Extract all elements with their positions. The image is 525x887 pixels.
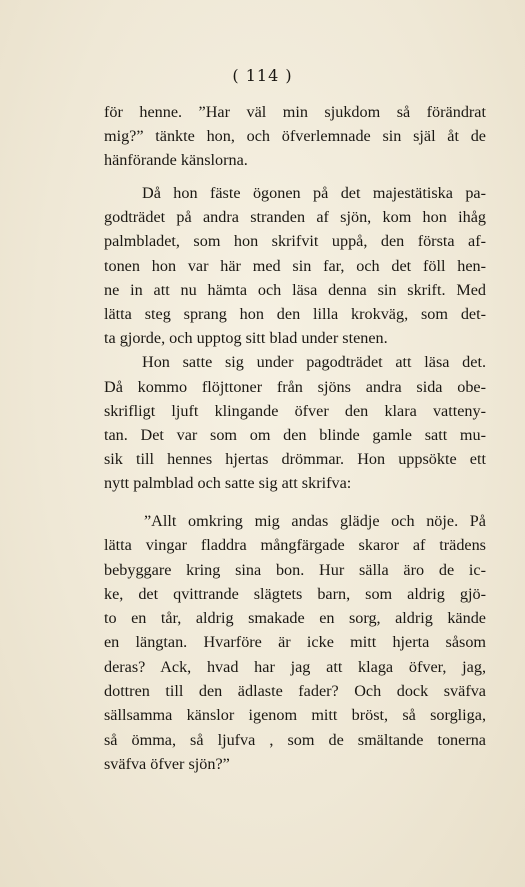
text-line: hänförande känslorna.: [104, 151, 248, 170]
text-line: nytt palmblad och satte sig att skrifva:: [104, 474, 352, 493]
text-line: sällsamma känslor igenom mitt bröst, så sorgliga,: [104, 706, 486, 725]
text-line: lätta vingar fladdra mångfärgade skaror af trädens: [104, 536, 486, 555]
text-line: ke, det qvittrande slägtets barn, som aldrig gjö-: [104, 584, 486, 603]
quoted-passage: [104, 509, 486, 776]
text-line: ta gjorde, och upptog sitt blad under stenen.: [104, 329, 388, 348]
text-line: sväfva öfver sjön?”: [104, 754, 230, 773]
text-line: palmbladet, som hon skrifvit uppå, den första af-: [104, 232, 486, 251]
text-line: Då kommo flöjttoner från sjöns andra sida obe-: [104, 377, 486, 396]
page-number: ( 114 ): [232, 66, 293, 85]
paragraph-group: [104, 181, 486, 495]
text-line: för henne. ”Har väl min sjukdom så förändrat: [104, 103, 486, 121]
text-line: en längtan. Hvarföre är icke mitt hjerta såsom: [104, 633, 486, 652]
text-line: sik till hennes hjertas drömmar. Hon uppsökte ett: [104, 450, 486, 469]
text-line: ”Allt omkring mig andas glädje och nöje. På: [144, 512, 486, 530]
text-line: mig?” tänkte hon, och öfverlemnade sin själ åt de: [104, 127, 486, 146]
paragraph-continuation: [104, 100, 486, 173]
text-line: tonen hon var här med sin far, och det föll hen-: [104, 256, 486, 275]
text-line: bebyggare kring sina bon. Hur sälla äro de ic-: [104, 560, 486, 579]
text-line: deras? Ack, hvad har jag att klaga öfver, jag,: [104, 657, 486, 676]
text-line: Hon satte sig under pagodträdet att läsa det.: [142, 353, 486, 372]
text-line: dottren till den ädlaste fader? Och dock sväfva: [104, 682, 486, 701]
text-line: ne in att nu hämta och läsa denna sin skrift. Med: [104, 280, 486, 299]
text-line: godträdet på andra stranden af sjön, kom hon ihåg: [104, 208, 486, 227]
text-line: så ömma, så ljufva , som de smältande tonerna: [104, 730, 486, 749]
text-line: to en tår, aldrig smakade en sorg, aldrig kände: [104, 609, 486, 628]
text-line: lätta steg sprang hon den lilla krokväg, som det-: [104, 304, 486, 323]
text-line: skrifligt ljuft klingande öfver den klara vatteny-: [104, 401, 486, 420]
text-line: tan. Det var som om den blinde gamle satt mu-: [104, 425, 486, 444]
text-line: Då hon fäste ögonen på det majestätiska pa-: [142, 184, 486, 202]
